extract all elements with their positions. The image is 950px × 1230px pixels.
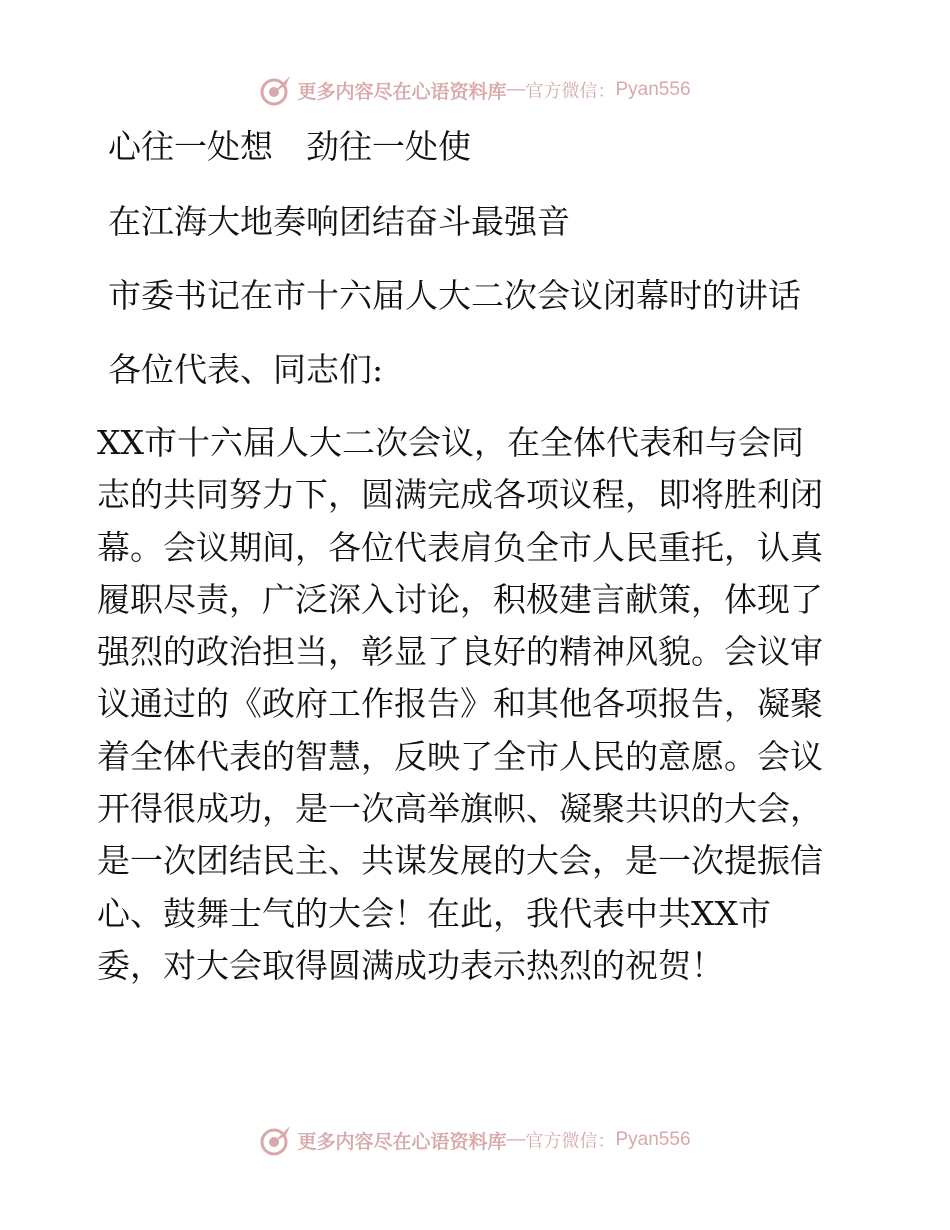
body-line: 幕。会议期间，各位代表肩负全市人民重托，认真 xyxy=(97,527,823,567)
title-line-1: 心往一处想 劲往一处使 xyxy=(108,127,471,166)
header-watermark xyxy=(0,70,950,110)
salutation: 各位代表、同志们: xyxy=(108,350,384,389)
watermark-text: 更多内容尽在心语资料库 xyxy=(297,80,507,103)
body-line: XX市十六届人大二次会议，在全体代表和与会同 xyxy=(97,423,804,462)
watermark-dash: — xyxy=(506,79,526,100)
watermark-label: 官方微信： xyxy=(525,1131,616,1152)
watermark-id: Pyan556 xyxy=(615,1129,691,1150)
body-line: 委，对大会取得圆满成功表示热烈的祝贺！ xyxy=(97,945,724,985)
footer-watermark xyxy=(0,1120,950,1160)
body-line: 议通过的《政府工作报告》和其他各项报告，凝聚 xyxy=(97,684,823,724)
body-line: 是一次团结民主、共谋发展的大会，是一次提振信 xyxy=(97,841,823,881)
body-paragraph xyxy=(97,417,849,992)
body-line: 强烈的政治担当，彰显了良好的精神风貌。会议审 xyxy=(97,632,823,672)
body-line: 着全体代表的智慧，反映了全市人民的意愿。会议 xyxy=(97,736,823,776)
title-line-2: 在江海大地奏响团结奋斗最强音 xyxy=(108,202,570,241)
watermark-id: Pyan556 xyxy=(615,79,691,100)
quill-logo-icon xyxy=(259,1123,293,1157)
watermark-label: 官方微信： xyxy=(525,81,616,102)
quill-logo-icon xyxy=(259,73,293,107)
body-line: 志的共同努力下，圆满完成各项议程，即将胜利闭 xyxy=(97,475,823,515)
watermark-dash: — xyxy=(506,1129,526,1150)
body-line: 开得很成功，是一次高举旗帜、凝聚共识的大会， xyxy=(97,789,823,829)
speech-subtitle: 市委书记在市十六届人大二次会议闭幕时的讲话 xyxy=(108,276,801,315)
watermark-text: 更多内容尽在心语资料库 xyxy=(297,1130,507,1153)
body-line: 履职尽责，广泛深入讨论，积极建言献策，体现了 xyxy=(97,579,823,619)
body-line: 心、鼓舞士气的大会！在此，我代表中共XX市 xyxy=(97,893,771,933)
